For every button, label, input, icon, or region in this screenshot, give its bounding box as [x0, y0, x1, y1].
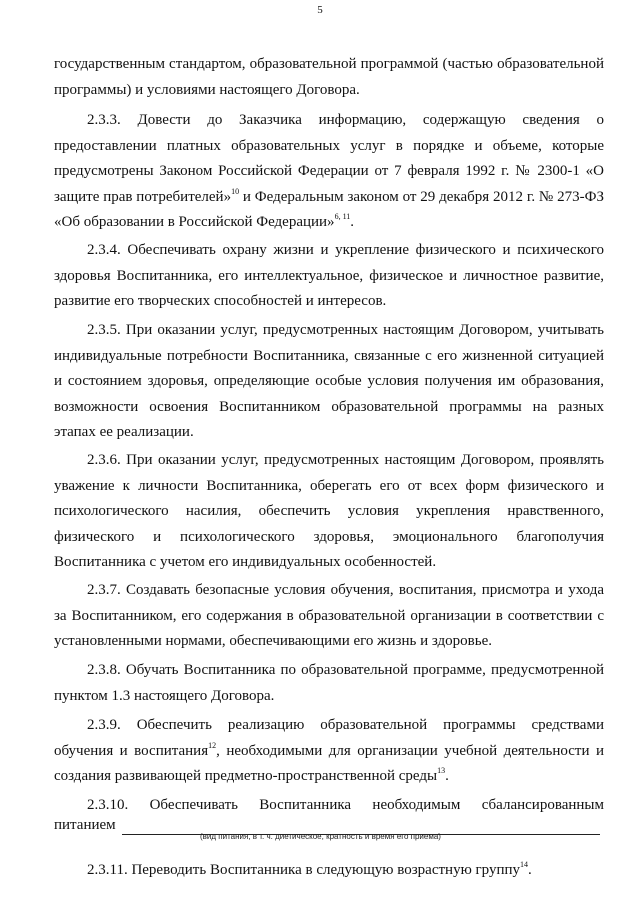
- footnote-ref-14: 14: [520, 860, 529, 869]
- paragraph-2-3-9-text-a: 2.3.9. Обеспечить реализацию образовательной программы средствами обучения и воспитания: [54, 717, 604, 759]
- paragraph-2-3-5: 2.3.5. При оказании услуг, предусмотренных настоящим Договором, учитывать индивидуальные потребности Воспитанника, связанные с его жизненной ситуацией и состоянием здоровья, определяющие особые условия получения им образования, возможности освоения Воспитанником образовательной программы на разных этапах ее реализации.: [54, 322, 604, 440]
- paragraph-2-3-9-text-c: .: [445, 768, 449, 784]
- nutrition-label: питанием: [54, 817, 116, 833]
- page-number: 5: [317, 4, 323, 16]
- footnote-ref-10: 10: [231, 186, 240, 196]
- paragraph-2-3-7: 2.3.7. Создавать безопасные условия обучения, воспитания, присмотра и ухода за Воспитанником, его содержания в образовательной организации в соответствии с установленными нормами, обеспечивающими его жизнь и здоровье.: [54, 582, 604, 649]
- paragraph-2-3-9-text-b: , необходимыми для организации учебной деятельности и создания развивающей предметно-пространственной среды: [54, 742, 604, 784]
- footnote-ref-6-11: 6, 11: [334, 212, 351, 221]
- paragraph-2-3-9: [54, 713, 604, 790]
- paragraph-2-3-3-text-b: и Федеральным законом от 29 декабря 2012 г. № 273-ФЗ «Об образовании в Российской Федерации»: [54, 188, 604, 230]
- footnote-ref-13: 13: [437, 766, 446, 775]
- paragraph-2-3-3-text-c: .: [350, 214, 355, 230]
- paragraph-2-3-3: [54, 108, 604, 236]
- footnote-ref-12: 12: [208, 740, 217, 750]
- paragraph-2-3-11-text-c: .: [528, 862, 532, 878]
- paragraph-2-3-11-text-a: 2.3.11. Переводить Воспитанника в следующую возрастную группу: [87, 862, 521, 878]
- paragraph-2-3-10: 2.3.10. Обеспечивать Воспитанника необходимым сбалансированным: [87, 797, 604, 813]
- paragraph-2-3-4: 2.3.4. Обеспечивать охрану жизни и укрепление физического и психического здоровья Воспитанника, его интеллектуальное, физическое и личностное развитие, развитие его творческих способностей и интересов.: [54, 242, 604, 309]
- paragraph-continuation: государственным стандартом, образовательной программой (частью образовательной программы) и условиями настоящего Договора.: [54, 56, 604, 98]
- paragraph-2-3-3-text-a: 2.3.3. Довести до Заказчика информацию, содержащую сведения о предоставлении платных образовательных услуг в порядке и объеме, которые предусмотрены Законом Российской Федерации от 7 февраля 1992 г. № 2300-1 «О защите прав потребителей»: [54, 112, 604, 205]
- paragraph-2-3-11: [54, 858, 604, 884]
- nutrition-field-caption: (вид питания, в т. ч. диетическое, кратность и время его приема): [200, 832, 441, 841]
- paragraph-2-3-6: 2.3.6. При оказании услуг, предусмотренных настоящим Договором, проявлять уважение к личности Воспитанника, оберегать его от всех форм физического и психологического насилия, обеспечить условия укрепления нравственного, физического и психологического здоровья, эмоционального благополучия Воспитанника с учетом его индивидуальных особенностей.: [54, 452, 604, 570]
- paragraph-2-3-8: 2.3.8. Обучать Воспитанника по образовательной программе, предусмотренной пунктом 1.3 настоящего Договора.: [54, 662, 604, 704]
